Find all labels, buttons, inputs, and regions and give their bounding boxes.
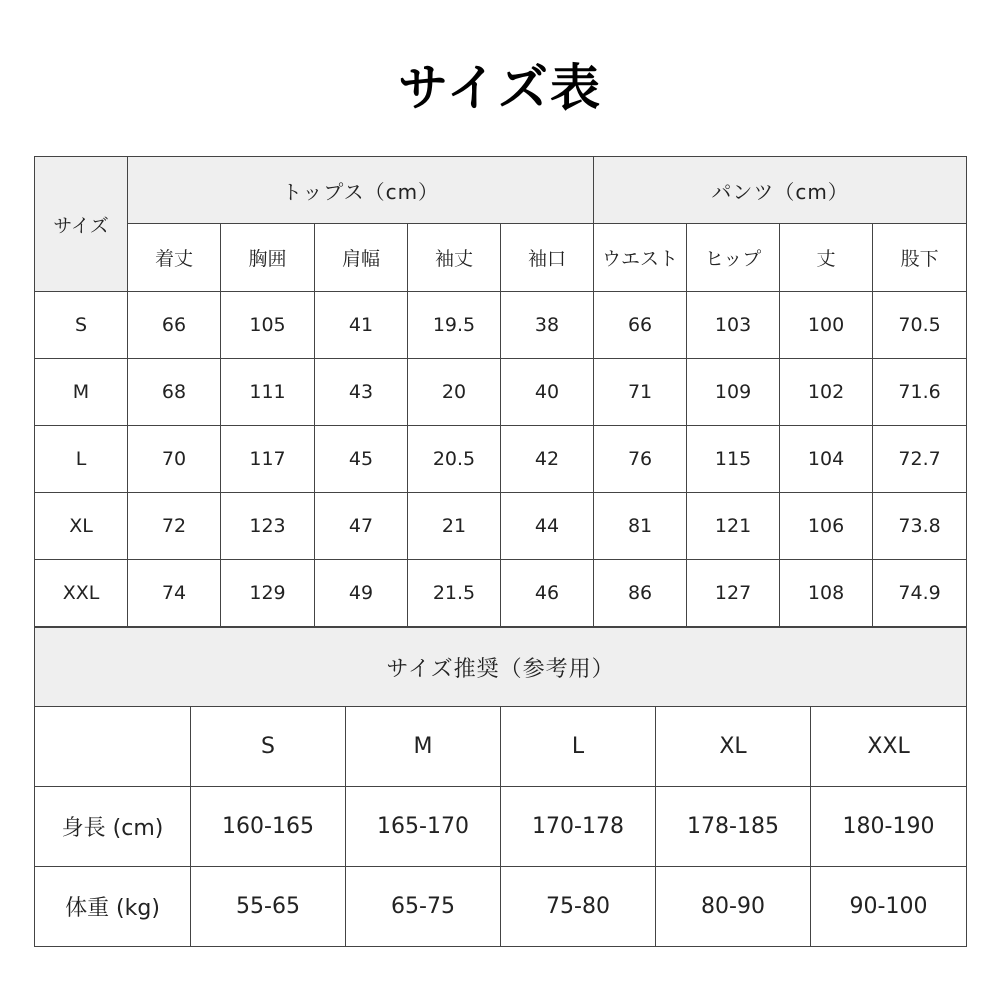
table-cell: 117 xyxy=(221,426,315,493)
table-cell: 165-170 xyxy=(346,787,501,867)
group-header-row xyxy=(35,157,967,224)
table-cell: 80-90 xyxy=(656,867,811,947)
table-cell: 100 xyxy=(780,292,873,359)
pants-group-header: パンツ（cm） xyxy=(594,157,967,224)
size-header: L xyxy=(501,707,656,787)
column-header: 肩幅 xyxy=(315,224,408,292)
recommendation-title: サイズ推奨（参考用） xyxy=(35,628,967,707)
table-cell: 55-65 xyxy=(191,867,346,947)
column-header: 胸囲 xyxy=(221,224,315,292)
tops-group-header: トップス（cm） xyxy=(128,157,594,224)
table-cell: 81 xyxy=(594,493,687,560)
column-header: 丈 xyxy=(780,224,873,292)
size-label: S xyxy=(35,292,128,359)
recommendation-title-row xyxy=(35,628,967,707)
table-cell: 43 xyxy=(315,359,408,426)
table-cell: 75-80 xyxy=(501,867,656,947)
column-header-row xyxy=(35,224,967,292)
size-corner-header: サイズ xyxy=(35,157,128,292)
table-cell: 73.8 xyxy=(873,493,967,560)
table-cell: 21.5 xyxy=(408,560,501,627)
table-cell: 40 xyxy=(501,359,594,426)
table-cell: 45 xyxy=(315,426,408,493)
table-cell: 90-100 xyxy=(811,867,967,947)
table-cell: 121 xyxy=(687,493,780,560)
size-label: L xyxy=(35,426,128,493)
weight-label: 体重 (kg) xyxy=(35,867,191,947)
size-label: XL xyxy=(35,493,128,560)
table-cell: 178-185 xyxy=(656,787,811,867)
table-cell: 44 xyxy=(501,493,594,560)
size-header: XXL xyxy=(811,707,967,787)
table-cell: 47 xyxy=(315,493,408,560)
table-cell: 72 xyxy=(128,493,221,560)
table-cell: 102 xyxy=(780,359,873,426)
size-header: XL xyxy=(656,707,811,787)
table-cell: 68 xyxy=(128,359,221,426)
column-header: 着丈 xyxy=(128,224,221,292)
table-cell: 160-165 xyxy=(191,787,346,867)
table-cell: 66 xyxy=(594,292,687,359)
column-header: 袖口 xyxy=(501,224,594,292)
table-cell: 86 xyxy=(594,560,687,627)
table-cell: 74 xyxy=(128,560,221,627)
table-cell: 108 xyxy=(780,560,873,627)
column-header: ヒップ xyxy=(687,224,780,292)
table-cell: 72.7 xyxy=(873,426,967,493)
table-cell: 104 xyxy=(780,426,873,493)
table-cell: 76 xyxy=(594,426,687,493)
table-cell: 103 xyxy=(687,292,780,359)
table-row xyxy=(35,493,967,560)
table-cell: 71.6 xyxy=(873,359,967,426)
height-row xyxy=(35,787,967,867)
size-label: M xyxy=(35,359,128,426)
size-chart-table xyxy=(34,156,967,627)
table-row xyxy=(35,560,967,627)
table-cell: 70.5 xyxy=(873,292,967,359)
table-row xyxy=(35,292,967,359)
table-cell: 46 xyxy=(501,560,594,627)
table-cell: 71 xyxy=(594,359,687,426)
table-cell: 65-75 xyxy=(346,867,501,947)
empty-corner-cell xyxy=(35,707,191,787)
table-cell: 111 xyxy=(221,359,315,426)
size-label: XXL xyxy=(35,560,128,627)
table-row xyxy=(35,359,967,426)
table-cell: 19.5 xyxy=(408,292,501,359)
table-cell: 38 xyxy=(501,292,594,359)
size-recommendation-table xyxy=(34,627,967,947)
weight-row xyxy=(35,867,967,947)
column-header: 股下 xyxy=(873,224,967,292)
page-title: サイズ表 xyxy=(398,59,602,117)
table-cell: 115 xyxy=(687,426,780,493)
table-cell: 49 xyxy=(315,560,408,627)
table-cell: 170-178 xyxy=(501,787,656,867)
table-cell: 21 xyxy=(408,493,501,560)
size-header: M xyxy=(346,707,501,787)
column-header: 袖丈 xyxy=(408,224,501,292)
column-header: ウエスト xyxy=(594,224,687,292)
recommendation-size-row xyxy=(35,707,967,787)
table-cell: 109 xyxy=(687,359,780,426)
table-cell: 70 xyxy=(128,426,221,493)
table-cell: 20 xyxy=(408,359,501,426)
table-cell: 180-190 xyxy=(811,787,967,867)
table-cell: 105 xyxy=(221,292,315,359)
table-cell: 106 xyxy=(780,493,873,560)
height-label: 身長 (cm) xyxy=(35,787,191,867)
table-cell: 41 xyxy=(315,292,408,359)
table-cell: 74.9 xyxy=(873,560,967,627)
table-row xyxy=(35,426,967,493)
size-header: S xyxy=(191,707,346,787)
table-cell: 66 xyxy=(128,292,221,359)
table-cell: 123 xyxy=(221,493,315,560)
table-cell: 20.5 xyxy=(408,426,501,493)
table-cell: 42 xyxy=(501,426,594,493)
table-cell: 127 xyxy=(687,560,780,627)
table-cell: 129 xyxy=(221,560,315,627)
